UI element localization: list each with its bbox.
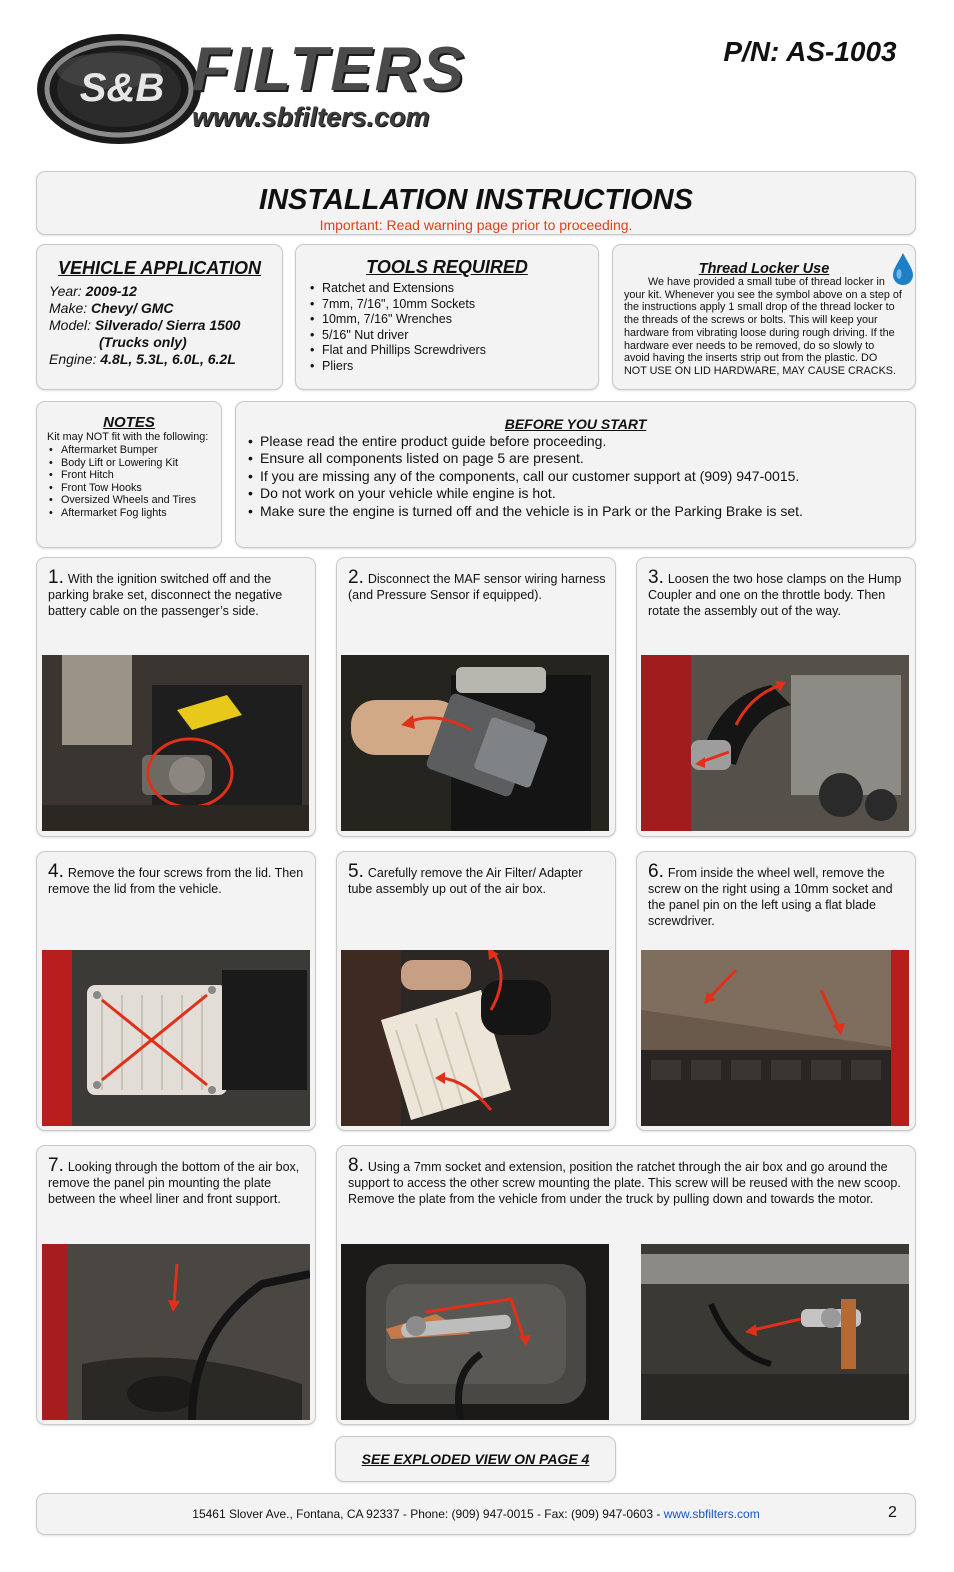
step-6-text xyxy=(648,861,906,929)
brand-url: www.sbfilters.com xyxy=(192,102,430,132)
notes-intro: Kit may NOT fit with the following: xyxy=(47,431,209,443)
list-item: • If you are missing any of the components, call our customer support at (909) 947-0015. xyxy=(246,468,803,485)
make-value: Chevy/ GMC xyxy=(91,300,174,316)
thread-locker-heading: Thread Locker Use xyxy=(698,261,830,277)
step-7-photo xyxy=(42,1244,310,1420)
list-item: • Make sure the engine is turned off and the vehicle is in Park or the Parking Brake is set. xyxy=(246,503,803,520)
step-2-text xyxy=(348,567,606,603)
step-number: 5. xyxy=(348,861,364,882)
list-item: • Aftermarket Fog lights xyxy=(47,507,196,520)
list-item: • 10mm, 7/16" Wrenches xyxy=(308,312,486,328)
list-item: • Flat and Phillips Screwdrivers xyxy=(308,343,486,359)
step-instruction: Using a 7mm socket and extension, position the ratchet through the air box and go around the support to access the other screw mounting the plate. This screw will be reused with the new scoop. Remove the plate from the vehicle from under the truck by pulling down and towards the motor. xyxy=(348,1160,901,1206)
before-you-start-list xyxy=(246,433,803,520)
list-item: • Front Tow Hooks xyxy=(47,482,196,495)
model-label: Model: xyxy=(49,317,92,333)
thread-locker-body: We have provided a small tube of thread locker in your kit. Whenever you see the symbol above on a step of the instructions apply 1 small drop of the thread locker to the threads of the screws or bolts. This will keep your hardware from vibrating loose during rough driving. If the hardware ever needs to be removed, do so slowly to avoid having the inserts strip out from the plastic. DO NOT USE ON LID HARDWARE, MAY CAUSE CRACKS. xyxy=(624,276,902,377)
page-title: INSTALLATION INSTRUCTIONS xyxy=(259,184,693,216)
step-5-photo xyxy=(341,950,609,1126)
step-number: 4. xyxy=(48,861,64,882)
step-4-text xyxy=(48,861,304,897)
step-instruction: Carefully remove the Air Filter/ Adapter tube assembly up out of the air box. xyxy=(348,866,583,896)
tools-list xyxy=(308,281,486,375)
year-value: 2009-12 xyxy=(85,283,137,299)
list-item: • Aftermarket Bumper xyxy=(47,444,196,457)
step-number: 6. xyxy=(648,861,664,882)
step-1-photo xyxy=(42,655,309,831)
list-item: • Front Hitch xyxy=(47,469,196,482)
model-value: Silverado/ Sierra 1500 xyxy=(94,317,241,333)
engine-value: 4.8L, 5.3L, 6.0L, 6.2L xyxy=(100,351,236,367)
step-7-text xyxy=(48,1155,310,1207)
step-number: 1. xyxy=(48,567,64,588)
page-number: 2 xyxy=(888,1504,897,1521)
step-3-text xyxy=(648,567,906,619)
make-label: Make: xyxy=(49,300,88,316)
vehicle-details xyxy=(49,283,281,368)
step-4-photo xyxy=(42,950,310,1126)
logo-emblem-text: S&B xyxy=(79,66,165,110)
notes-list xyxy=(47,444,196,519)
list-item: • Please read the entire product guide before proceeding. xyxy=(246,433,803,450)
list-item: • Pliers xyxy=(308,359,486,375)
list-item: • 5/16" Nut driver xyxy=(308,328,486,344)
list-item: • Do not work on your vehicle while engine is hot. xyxy=(246,485,803,502)
list-item: • 7mm, 7/16", 10mm Sockets xyxy=(308,297,486,313)
part-number: P/N: AS-1003 xyxy=(723,36,897,67)
brand-name: FILTERS xyxy=(192,35,467,104)
step-instruction: Remove the four screws from the lid. Then remove the lid from the vehicle. xyxy=(48,866,304,896)
step-8-photo-b xyxy=(641,1244,909,1420)
step-3-photo xyxy=(641,655,909,831)
engine-label: Engine: xyxy=(49,351,97,367)
step-6-photo xyxy=(641,950,909,1126)
model-note: (Trucks only) xyxy=(99,334,187,350)
warning-text: Important: Read warning page prior to proceeding. xyxy=(319,217,633,233)
year-label: Year: xyxy=(49,283,82,299)
step-instruction: Looking through the bottom of the air box, remove the panel pin mounting the plate between the wheel liner and front support. xyxy=(48,1160,300,1206)
step-instruction: Loosen the two hose clamps on the Hump Coupler and one on the throttle body. Then rotate the assembly out of the way. xyxy=(648,572,902,618)
tools-required-heading: TOOLS REQUIRED xyxy=(366,257,528,277)
step-number: 2. xyxy=(348,567,364,588)
list-item: • Ratchet and Extensions xyxy=(308,281,486,297)
step-8-photo-a xyxy=(341,1244,609,1420)
exploded-view-link[interactable]: SEE EXPLODED VIEW ON PAGE 4 xyxy=(361,1451,590,1467)
footer-address: 15461 Slover Ave., Fontana, CA 92337 - Phone: (909) 947-0015 - Fax: (909) 947-0603 - xyxy=(192,1507,664,1521)
list-item: • Ensure all components listed on page 5 are present. xyxy=(246,450,803,467)
step-5-text xyxy=(348,861,606,897)
step-number: 3. xyxy=(648,567,664,588)
step-1-text xyxy=(48,567,304,619)
footer-contact xyxy=(36,1507,916,1521)
step-8-text xyxy=(348,1155,908,1207)
step-number: 7. xyxy=(48,1155,64,1176)
notes-heading: NOTES xyxy=(103,414,155,431)
step-instruction: From inside the wheel well, remove the screw on the right using a 10mm socket and the panel pin on the left using a flat blade screwdriver. xyxy=(648,866,893,928)
step-instruction: Disconnect the MAF sensor wiring harness (and Pressure Sensor if equipped). xyxy=(348,572,606,602)
step-2-photo xyxy=(341,655,609,831)
list-item: • Oversized Wheels and Tires xyxy=(47,494,196,507)
step-number: 8. xyxy=(348,1155,364,1176)
footer-website-link[interactable]: www.sbfilters.com xyxy=(663,1507,760,1521)
step-instruction: With the ignition switched off and the parking brake set, disconnect the negative battery cable on the passenger’s side. xyxy=(48,572,283,618)
before-you-start-heading: BEFORE YOU START xyxy=(504,416,647,432)
vehicle-application-heading: VEHICLE APPLICATION xyxy=(57,258,261,278)
list-item: • Body Lift or Lowering Kit xyxy=(47,457,196,470)
